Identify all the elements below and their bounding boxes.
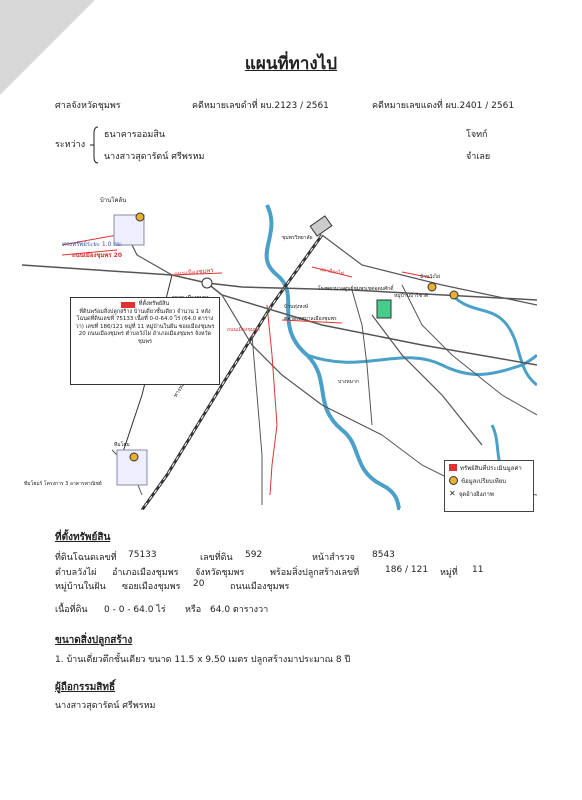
location-heading: ที่ตั้งทรัพย์สิน: [55, 532, 111, 543]
bracket-icon: [86, 125, 102, 165]
map-label-road-main: ถนนเมืองชุมพร: [173, 266, 214, 279]
court-name: ศาลจังหวัดชุมพร: [55, 101, 121, 111]
map-label-school-right: โรงพยาบาลศูนย์ชุมพรเขตอุดมศักดิ์: [318, 286, 394, 292]
map-label-village-bottom: ทีมโฮม: [114, 442, 130, 448]
land-number-label: เลขที่ดิน: [200, 553, 233, 563]
comparison-data-icon: [449, 476, 458, 485]
map-label-temple: ชุมพรวิทยาลัย: [282, 235, 313, 241]
map-label-road-cross: ถนนเมืองชุมพร: [227, 327, 260, 333]
moo-label: หมู่ที่: [440, 568, 458, 578]
land-number: 592: [245, 550, 263, 560]
plaintiff-name: ธนาคารออมสิน: [104, 130, 165, 140]
area-square-wa: 64.0 ตารางวา: [210, 605, 269, 615]
defendant-role: จำเลย: [466, 152, 491, 162]
map-label-river: บางหมาก: [338, 379, 359, 385]
map-label-village-top: บ้านโคล้น: [100, 197, 127, 204]
map-label-village-r3: บ้านทุ่งหงษ์: [284, 304, 309, 310]
map-label-info-distance: ทรงทรัพย์ระยะ 1.0 กม.: [62, 241, 123, 248]
owner-heading: ผู้ถือกรรมสิทธิ์: [55, 682, 116, 693]
building-item: 1. บ้านเดี่ยวตึกชั้นเดียว ขนาด 11.5 x 9.50 เมตร ปลูกสร้างมาประมาณ 8 ปี: [55, 655, 351, 665]
legend-item-2: ข้อมูลเปรียบเทียบ: [461, 477, 507, 485]
district: อำเภอเมืองชุมพร: [112, 568, 179, 578]
map-legend: [444, 460, 534, 512]
page-corner-shadow: [0, 0, 95, 95]
legend-item-3: จุดอ้างอิงภาพ: [458, 490, 494, 498]
soi-label: ซอยเมืองชุมพร: [122, 582, 181, 592]
subdistrict: ตำบลวังไผ่: [55, 568, 97, 578]
map-label-bottom-left: ทีมโฮมร์ โครงการ 3 อาคารพาณิชย์: [24, 481, 102, 487]
reference-point-icon: ✕: [449, 488, 456, 498]
map-label-road-left: ถนนเมืองชุมพร 20: [72, 252, 123, 259]
black-case-number: คดีหมายเลขดำที่ ผบ.2123 / 2561: [192, 101, 329, 111]
page-title: แผนที่ทางไป: [244, 54, 338, 74]
property-callout: [70, 297, 220, 385]
area-or: หรือ: [185, 605, 202, 615]
soi-number: 20: [193, 579, 205, 589]
deed-number: 75133: [128, 550, 157, 560]
house-number: 186 / 121: [385, 565, 429, 575]
survey-label: หน้าสำรวจ: [312, 553, 355, 563]
moo-number: 11: [472, 565, 484, 575]
deed-label: ที่ดินโฉนดเลขที่: [55, 553, 117, 563]
survey-number: 8543: [372, 550, 395, 560]
appraised-property-icon: [449, 464, 457, 471]
area-label: เนื้อที่ดิน: [55, 605, 88, 615]
red-case-number: คดีหมายเลขแดงที่ ผบ.2401 / 2561: [372, 101, 515, 111]
road-name: ถนนเมืองชุมพร: [230, 582, 290, 592]
house-label: พร้อมสิ่งปลูกสร้างเลขที่: [270, 568, 360, 578]
province: จังหวัดชุมพร: [195, 568, 245, 578]
building-heading: ขนาดสิ่งปลูกสร้าง: [55, 635, 133, 646]
callout-body: ที่ดินพร้อมสิ่งปลูกสร้าง บ้านเดี่ยวชั้นเดียว จำนวน 1 หลัง โฉนดที่ดินเลขที่ 75133 เนื้อที่ 0-0-64.0 ไร่ (64.0 ตารางวา) เลขที่ 186/121 หมู่ที่ 11 หมู่บ้านในฝัน ซอยเมืองชุมพร 20 ถนนเมืองชุมพร ตำบลวังไผ่ อำเภอเมืองชุมพร จังหวัดชุมพร: [75, 308, 215, 345]
legend-item-1: ทรัพย์สินที่ประเมินมูลค่า: [460, 464, 522, 472]
map-label-village-right: บ้านวังไผ่: [420, 274, 441, 280]
map-label-station: สถานีรถไฟ: [319, 266, 345, 278]
plaintiff-role: โจทก์: [466, 130, 488, 140]
between-label: ระหว่าง: [55, 140, 86, 150]
map-label-market: ตลาดเทศบาลเมืองชุมพร: [284, 316, 337, 322]
village-name: หมู่บ้านในฝัน: [55, 582, 106, 592]
map-label-village-r2: หมู่บ้านปาริชาติ: [394, 293, 429, 299]
callout-header: ที่ตั้งทรัพย์สิน: [138, 301, 170, 307]
owner-name: นางสาวสุดารัตน์ ศรีพรหม: [55, 701, 156, 711]
defendant-name: นางสาวสุดารัตน์ ศรีพรหม: [104, 152, 205, 162]
property-marker-icon: [121, 302, 135, 308]
area-rai: 0 - 0 - 64.0 ไร่: [104, 605, 166, 615]
